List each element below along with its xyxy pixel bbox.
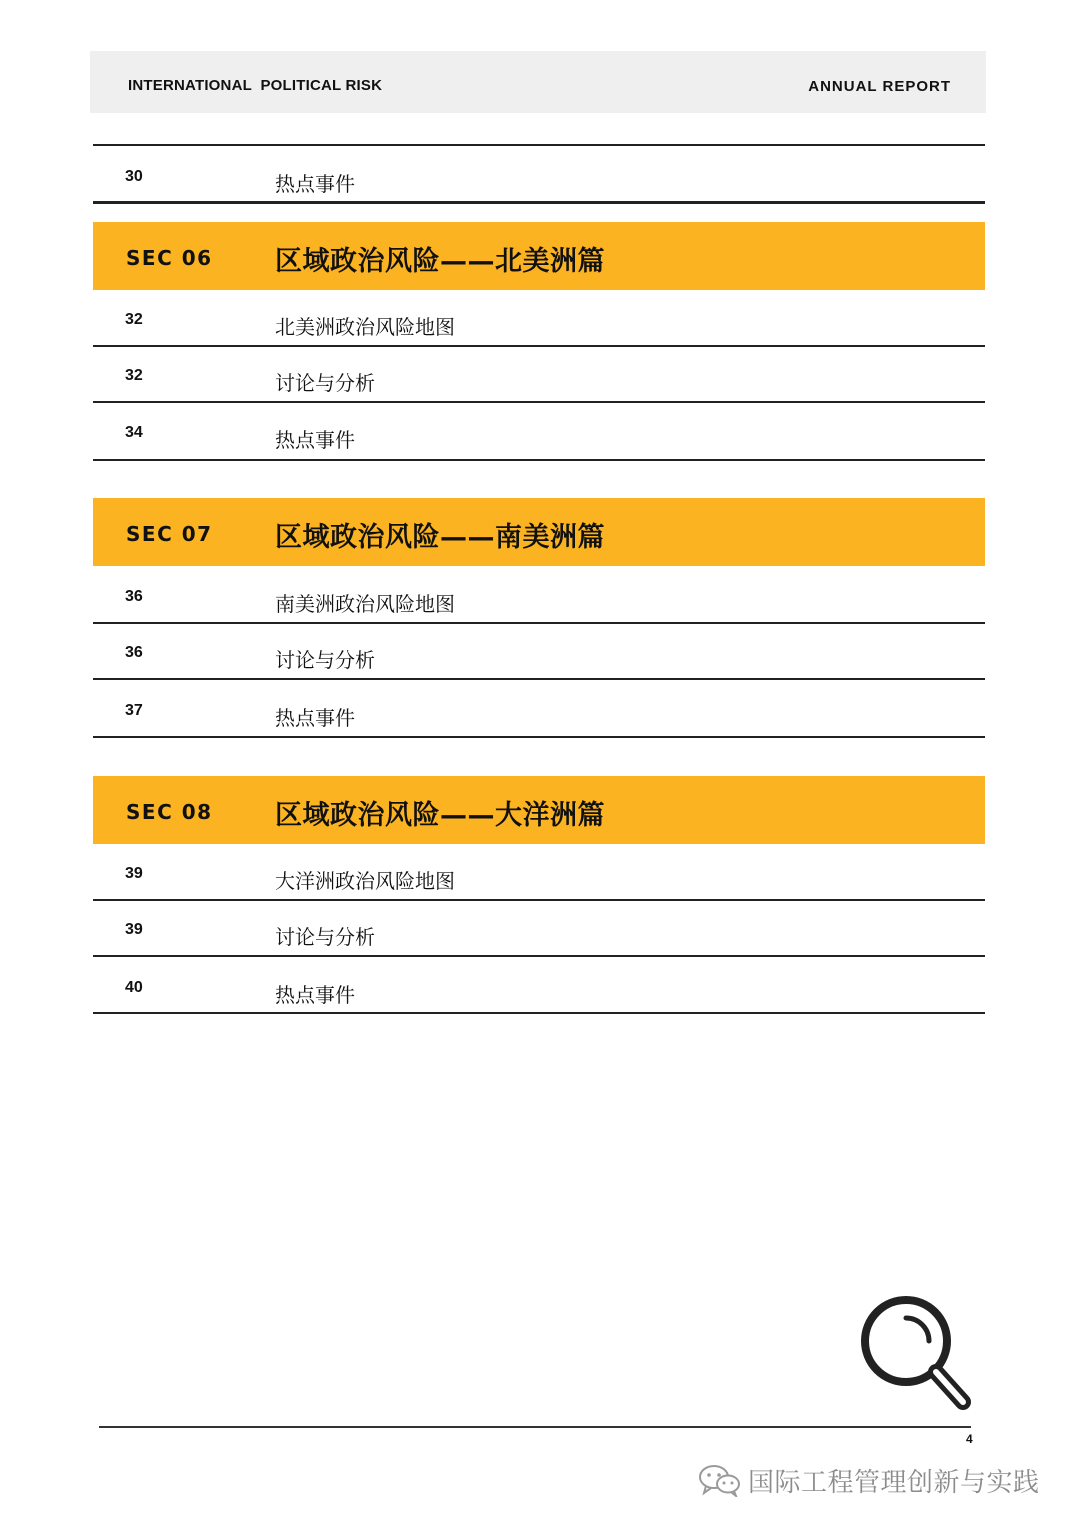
toc-entry-label: 讨论与分析	[275, 648, 375, 672]
toc-divider	[93, 144, 985, 146]
toc-divider	[93, 899, 985, 901]
toc-entry-label: 大洋洲政治风险地图	[275, 869, 455, 893]
toc-page-number: 32	[125, 311, 143, 328]
toc-entry-label: 热点事件	[275, 706, 355, 730]
toc-entry-label: 热点事件	[275, 172, 355, 196]
wechat-icon	[698, 1463, 742, 1497]
header-report-title: INTERNATIONAL POLITICAL RISK	[128, 77, 383, 94]
section-header-sec08[interactable]	[93, 776, 985, 844]
section-header-sec06[interactable]	[93, 222, 985, 290]
toc-divider	[93, 736, 985, 738]
toc-divider	[93, 345, 985, 347]
toc-page-number: 39	[125, 865, 143, 882]
toc-page-number: 32	[125, 367, 143, 384]
toc-entry-label: 南美洲政治风险地图	[275, 592, 455, 616]
watermark	[698, 1460, 1040, 1500]
section-code: SEC 06	[126, 246, 213, 270]
toc-entry-label: 热点事件	[275, 428, 355, 452]
toc-entry-label: 讨论与分析	[275, 925, 375, 949]
toc-divider	[93, 622, 985, 624]
toc-entry-label: 热点事件	[275, 983, 355, 1007]
section-title: 区域政治风险——大洋洲篇	[275, 800, 605, 831]
section-header-sec07[interactable]	[93, 498, 985, 566]
toc-divider	[93, 955, 985, 957]
toc-page-number: 34	[125, 424, 143, 441]
toc-page-number: 36	[125, 588, 143, 605]
watermark-text: 国际工程管理创新与实践	[748, 1467, 1040, 1498]
footer-divider	[99, 1426, 971, 1428]
page-number: 4	[966, 1432, 973, 1446]
toc-divider	[93, 401, 985, 403]
toc-divider	[93, 201, 985, 204]
toc-divider	[93, 459, 985, 461]
toc-page-number: 40	[125, 979, 143, 996]
toc-entry-label: 北美洲政治风险地图	[275, 315, 455, 339]
toc-page-number: 36	[125, 644, 143, 661]
search-icon	[850, 1290, 980, 1420]
toc-divider	[93, 678, 985, 680]
section-code: SEC 08	[126, 800, 213, 824]
header-report-type: ANNUAL REPORT	[808, 78, 951, 95]
toc-divider	[93, 1012, 985, 1014]
section-title: 区域政治风险——南美洲篇	[275, 522, 605, 553]
section-code: SEC 07	[126, 522, 213, 546]
toc-page-number: 37	[125, 702, 143, 719]
toc-page-number: 39	[125, 921, 143, 938]
toc-page-number: 30	[125, 168, 143, 185]
page-header	[90, 51, 986, 113]
toc-entry-label: 讨论与分析	[275, 371, 375, 395]
section-title: 区域政治风险——北美洲篇	[275, 246, 605, 277]
